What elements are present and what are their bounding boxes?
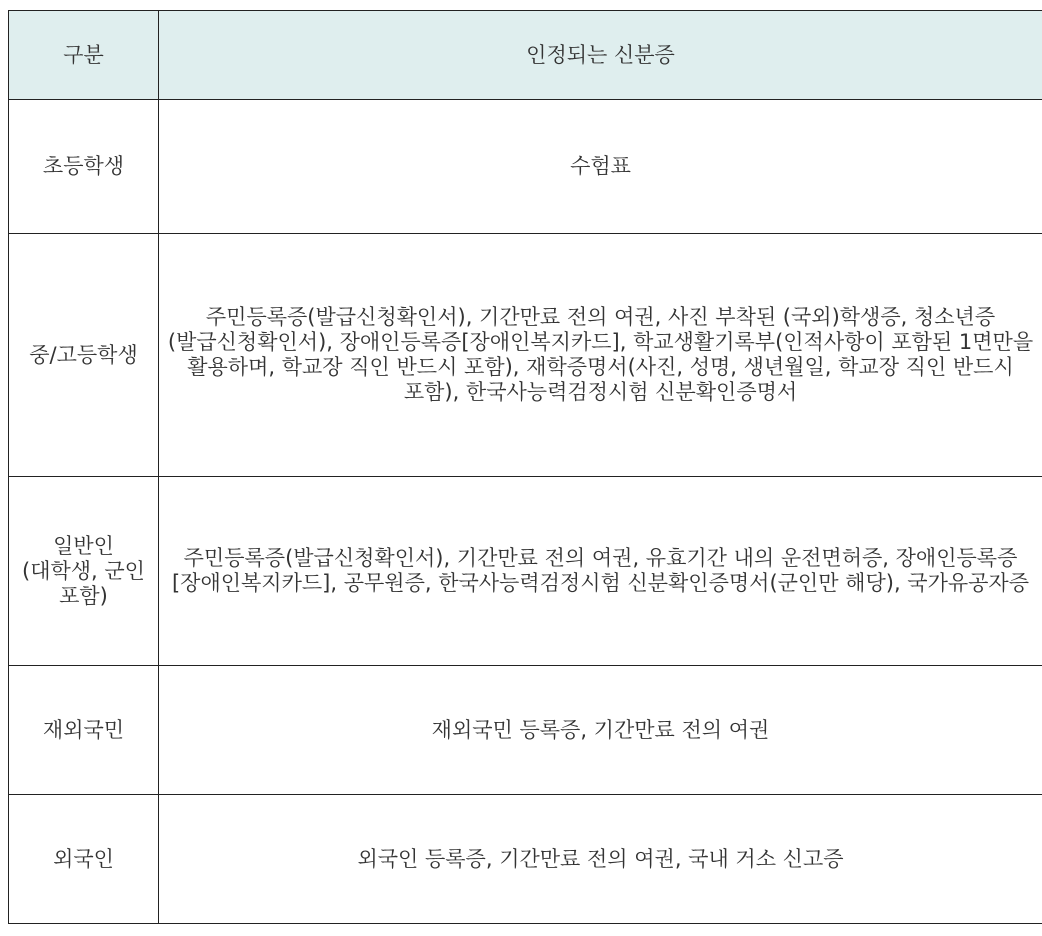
accepted-ids-cell: 주민등록증(발급신청확인서), 기간만료 전의 여권, 유효기간 내의 운전면허증, 장애인등록증[장애인복지카드], 공무원증, 한국사능력검정시험 신분확인증명서(군인만 해당), 국가유공자증 [159, 477, 1042, 666]
table-row [9, 477, 1042, 666]
accepted-ids-cell: 재외국민 등록증, 기간만료 전의 여권 [159, 666, 1042, 795]
category-cell: 초등학생 [9, 100, 159, 234]
category-cell: 중/고등학생 [9, 234, 159, 477]
table-row [9, 666, 1042, 795]
category-cell: 재외국민 [9, 666, 159, 795]
id-requirements-table [8, 10, 1042, 924]
header-category: 구분 [9, 11, 159, 100]
table-header [9, 11, 1042, 100]
table-row [9, 234, 1042, 477]
table-row [9, 100, 1042, 234]
header-row [9, 11, 1042, 100]
table-body [9, 100, 1042, 924]
category-cell: 일반인 (대학생, 군인 포함) [9, 477, 159, 666]
accepted-ids-cell: 주민등록증(발급신청확인서), 기간만료 전의 여권, 사진 부착된 (국외)학생증, 청소년증(발급신청확인서), 장애인등록증[장애인복지카드], 학교생활기록부(인적사항이 포함된 1면만을 활용하며, 학교장 직인 반드시 포함), 재학증명서(사진, 성명, 생년월일, 학교장 직인 반드시 포함), 한국사능력검정시험 신분확인증명서 [159, 234, 1042, 477]
accepted-ids-cell: 수험표 [159, 100, 1042, 234]
header-accepted-ids: 인정되는 신분증 [159, 11, 1042, 100]
table-row [9, 795, 1042, 924]
accepted-ids-cell: 외국인 등록증, 기간만료 전의 여권, 국내 거소 신고증 [159, 795, 1042, 924]
category-cell: 외국인 [9, 795, 159, 924]
